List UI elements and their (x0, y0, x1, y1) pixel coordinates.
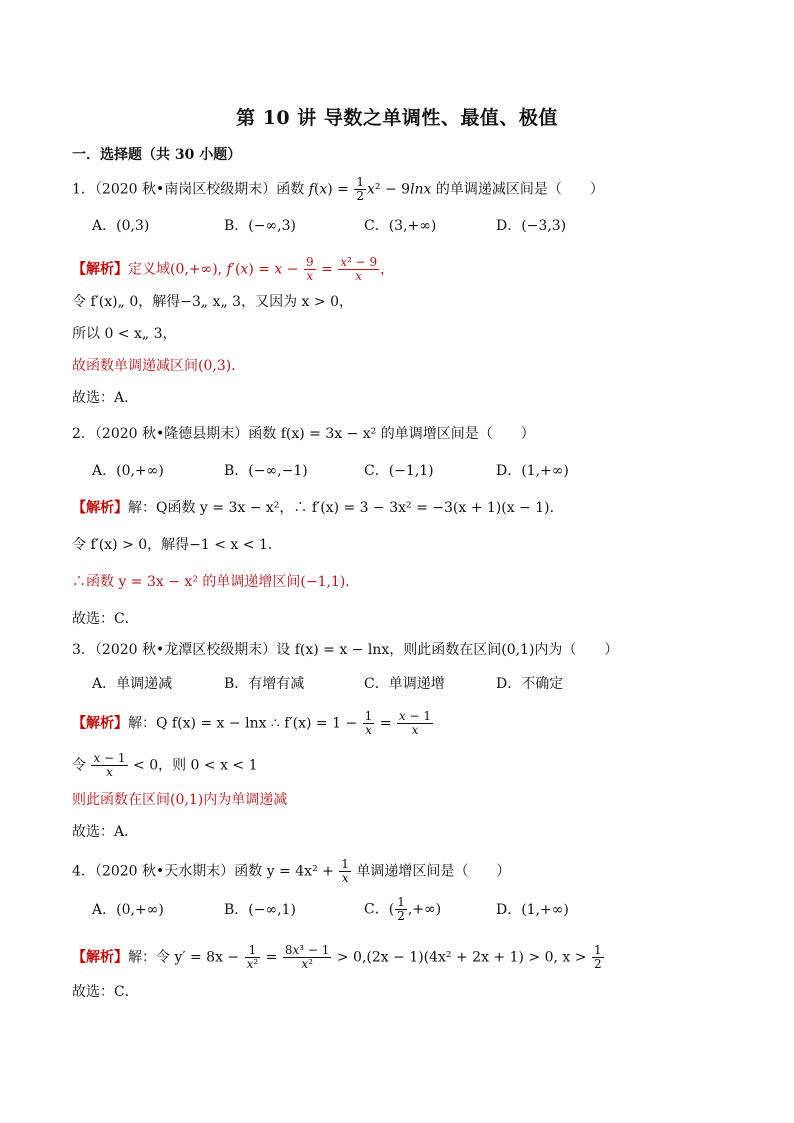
q3-option-d[interactable]: D．不确定 (496, 676, 564, 692)
q4-option-a[interactable]: A．(0,+∞) (92, 902, 164, 918)
q3-option-a[interactable]: A．单调递减 (92, 676, 173, 692)
q3-option-c[interactable]: C．单调递增 (364, 676, 445, 692)
q2-line-2: 令 f′(x) > 0，解得−1 < x < 1． (72, 537, 282, 553)
q1-answer: 故选：A． (72, 390, 139, 406)
q3-analysis: 【解析】解：Q f(x) = x − lnx ∴ f′(x) = 1 − $\frac{1}{x}$ = $\frac{x - 1}{x}$ (72, 709, 432, 737)
question-2-stem: 2．（2020 秋•隆德县期末）函数 f(x) = 3x − x² 的单调增区间是（ ） (72, 426, 535, 442)
q4-option-d[interactable]: D．(1,+∞) (496, 902, 569, 918)
q2-option-d[interactable]: D．(1,+∞) (496, 463, 569, 479)
q2-line-3: ∴函数 y = 3x − x² 的单调递增区间(−1,1)． (72, 574, 360, 590)
analysis-tag: 【解析】 (72, 500, 128, 516)
section-heading: 一．选择题（共 30 小题） (72, 147, 242, 163)
q1-option-d[interactable]: D．(−3,3) (496, 218, 567, 234)
q1-option-c[interactable]: C．(3,+∞) (364, 218, 437, 234)
q4-answer: 故选：C． (72, 984, 139, 1000)
q2-answer: 故选：C． (72, 611, 139, 627)
q2-option-b[interactable]: B．(−∞,−1) (224, 463, 308, 479)
q1-analysis: 【解析】定义域(0,+∞), f′(x) = x − $\frac{9}{x}$ = $\frac{\text{x² − 9}}{x}$ ， (72, 255, 395, 283)
q3-answer: 故选：A． (72, 824, 139, 840)
page-title: 第 10 讲 导数之单调性、最值、极值 (236, 107, 558, 129)
q3-line-3: 则此函数在区间(0,1)内为单调递减 (72, 792, 288, 808)
q2-analysis: 【解析】解：Q函数 y = 3x − x²，∴ f′(x) = 3 − 3x² = −3(x + 1)(x − 1)． (72, 500, 564, 516)
q1-line-4: 故函数单调递减区间(0,3)． (72, 358, 246, 374)
q1-line-3: 所以 0 < x„ 3， (72, 326, 177, 342)
analysis-tag: 【解析】 (72, 949, 128, 966)
question-3-stem: 3．（2020 秋•龙潭区校级期末）设 f(x) = x − lnx，则此函数在区间(0,1)内为（ ） (72, 642, 619, 658)
q2-option-a[interactable]: A．(0,+∞) (92, 463, 164, 479)
question-1-stem: 1．（2020 秋•南岗区校级期末）函数 f(x) = $\frac{1}{2}$ x² − 9lnx 的单调递减区间是（ ） (72, 175, 604, 203)
q1-option-a[interactable]: A．(0,3) (92, 218, 150, 234)
q4-analysis: 【解析】解：令 y′ = 8x − $\frac{1}{\text{x²}}$ = $\frac{\text{8x³ − 1}}{\text{x²}}$ > 0,(2x − 1)(4x² + 2x + 1) > 0, x > $\frac{1}{2}$ (72, 943, 602, 971)
q2-option-c[interactable]: C．(−1,1) (364, 463, 434, 479)
q4-option-c[interactable]: C．( $\frac{1}{2}$ ,+∞) (364, 895, 442, 923)
q1-line-2: 令 f′(x)„ 0，解得−3„ x„ 3，又因为 x > 0， (72, 294, 353, 310)
question-4-stem: 4．（2020 秋•天水期末）函数 y = 4x² + $\frac{1}{x}$ 单调递增区间是（ ） (72, 857, 511, 885)
q3-line-2: 令 $\frac{x - 1}{x}$ < 0，则 0 < x < 1 (72, 751, 258, 779)
analysis-tag: 【解析】 (72, 715, 128, 732)
q3-option-b[interactable]: B．有增有减 (224, 676, 305, 692)
q4-option-b[interactable]: B．(−∞,1) (224, 902, 296, 918)
analysis-tag: 【解析】 (72, 261, 128, 278)
q1-option-b[interactable]: B．(−∞,3) (224, 218, 296, 234)
